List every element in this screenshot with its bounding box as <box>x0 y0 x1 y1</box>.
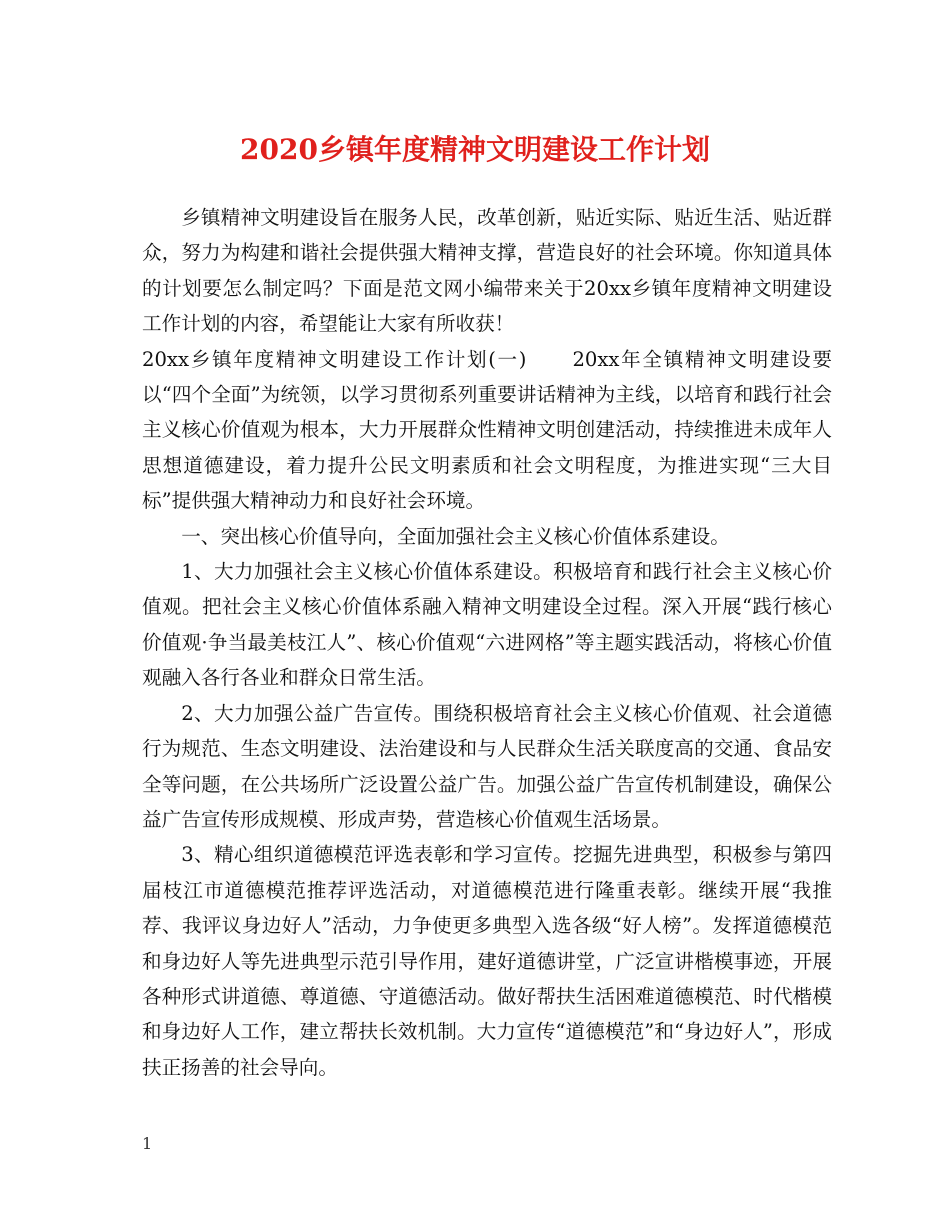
page-number: 1 <box>142 1134 153 1153</box>
section-lead: 20xx年全镇精神文明建设要以“四个全面”为统领，以学习贯彻系列重要讲话精神为主线，以培育和践行社会主义核心价值观为根本，大力开展群众性精神文明创建活动，持续推进未成年人思想道德建设，着力提升公民文明素质和社会文明程度，为推进实现“三大目标”提供强大精神动力和良好社会环境。 <box>142 347 832 513</box>
body-paragraph-heading-one: 一、突出核心价值导向，全面加强社会主义核心价值体系建设。 <box>181 524 730 548</box>
section-heading: 20xx乡镇年度精神文明建设工作计划(一) <box>142 347 527 371</box>
body-paragraph-item-2: 2、大力加强公益广告宣传。围绕积极培育社会主义核心价值观、社会道德行为规范、生态文明建设、法治建设和与人民群众生活关联度高的交通、食品安全等问题，在公共场所广泛设置公益广告。加强公益广告宣传机制建设，确保公益广告宣传形成规模、形成声势，营造核心价值观生活场景。 <box>142 701 832 831</box>
body-paragraph-item-1: 1、大力加强社会主义核心价值体系建设。积极培育和践行社会主义核心价值观。把社会主义核心价值体系融入精神文明建设全过程。深入开展“践行核心价值观·争当最美枝江人”、核心价值观“六进网格”等主题实践活动，将核心价值观融入各行各业和群众日常生活。 <box>142 560 832 690</box>
body-paragraph-item-3: 3、精心组织道德模范评选表彰和学习宣传。挖掘先进典型，积极参与第四届枝江市道德模范推荐评选活动，对道德模范进行隆重表彰。继续开展“我推荐、我评议身边好人”活动，力争使更多典型入选各级“好人榜”。发挥道德模范和身边好人等先进典型示范引导作用，建好道德讲堂，广泛宣讲楷模事迹，开展各种形式讲道德、尊道德、守道德活动。做好帮扶生活困难道德模范、时代楷模和身边好人工作，建立帮扶长效机制。大力宣传“道德模范”和“身边好人”，形成扶正扬善的社会导向。 <box>142 843 832 1079</box>
intro-paragraph: 乡镇精神文明建设旨在服务人民，改革创新，贴近实际、贴近生活、贴近群众，努力为构建和谐社会提供强大精神支撑，营造良好的社会环境。你知道具体的计划要怎么制定吗？下面是范文网小编带来关于20xx乡镇年度精神文明建设工作计划的内容，希望能让大家有所收获！ <box>142 206 832 336</box>
document-title: 2020乡镇年度精神文明建设工作计划 <box>240 133 710 166</box>
section-paragraph <box>142 342 832 519</box>
document-body <box>142 200 832 1085</box>
